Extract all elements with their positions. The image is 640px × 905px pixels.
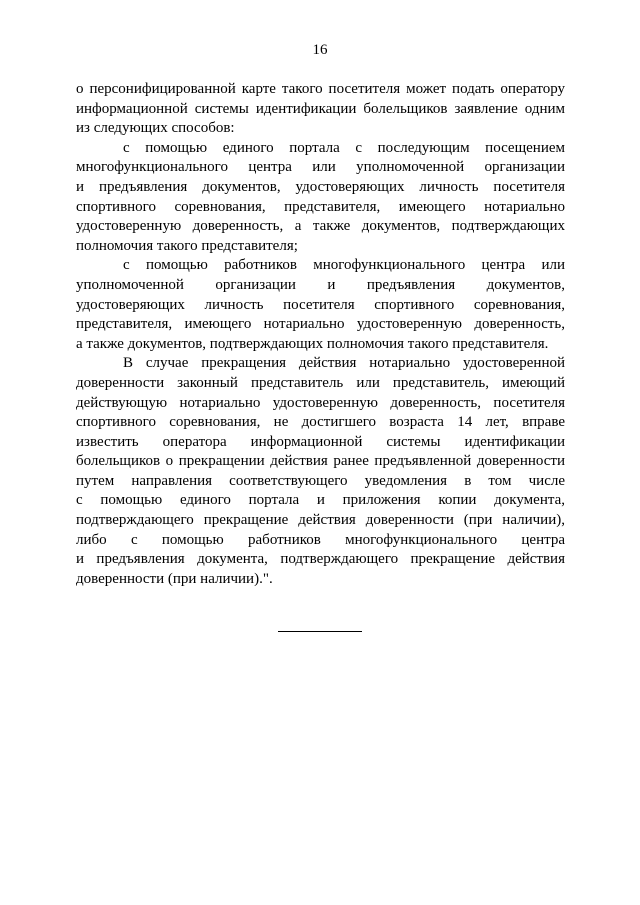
text-line: болельщиков о прекращении действия ранее предъявленной доверенности: [76, 453, 565, 470]
text-line: удостоверяющих личность посетителя спортивного соревнования,: [76, 296, 565, 313]
text-line: многофункционального центра или уполномоченной организации: [76, 159, 565, 176]
text-line: спортивного соревнования, не достигшего возраста 14 лет, вправе: [76, 414, 565, 431]
text-line: о персонифицированной карте такого посетителя может подать оператору: [76, 81, 565, 97]
text-line: доверенности законный представитель или представитель, имеющий: [76, 374, 565, 391]
text-line: а также документов, подтверждающих полномочия такого представителя.: [76, 335, 549, 352]
text-line: представителя, имеющего нотариально удостоверенную доверенность,: [76, 316, 565, 333]
text-line: из следующих способов:: [76, 120, 235, 137]
text-line: с помощью работников многофункционального центра или: [123, 257, 565, 274]
end-of-document-rule: [278, 631, 362, 632]
text-line: либо с помощью работников многофункционального центра: [76, 531, 565, 548]
text-line: доверенности (при наличии).".: [76, 570, 273, 587]
text-line: спортивного соревнования, представителя, имеющего нотариально: [76, 198, 565, 215]
text-line: путем направления соответствующего уведомления в том числе: [76, 472, 565, 489]
text-line: В случае прекращения действия нотариально удостоверенной: [123, 355, 565, 372]
text-line: уполномоченной организации и предъявления документов,: [76, 276, 565, 293]
text-line: информационной системы идентификации болельщиков заявление одним: [76, 100, 565, 117]
text-line: и предъявления документов, удостоверяющих личность посетителя: [76, 178, 565, 195]
page-number: 16: [312, 42, 328, 58]
text-line: и предъявления документа, подтверждающего прекращение действия: [76, 551, 565, 568]
text-line: действующую нотариально удостоверенную доверенность, посетителя: [76, 394, 565, 411]
text-line: удостоверенную доверенность, а также документов, подтверждающих: [76, 218, 565, 235]
text-line: полномочия такого представителя;: [76, 237, 298, 254]
text-line: с помощью единого портала с последующим посещением: [123, 139, 565, 156]
document-body: [76, 80, 565, 589]
text-line: известить оператора информационной системы идентификации: [76, 433, 565, 450]
text-line: подтверждающего прекращение действия доверенности (при наличии),: [76, 512, 565, 529]
text-line: с помощью единого портала и приложения копии документа,: [76, 492, 565, 509]
